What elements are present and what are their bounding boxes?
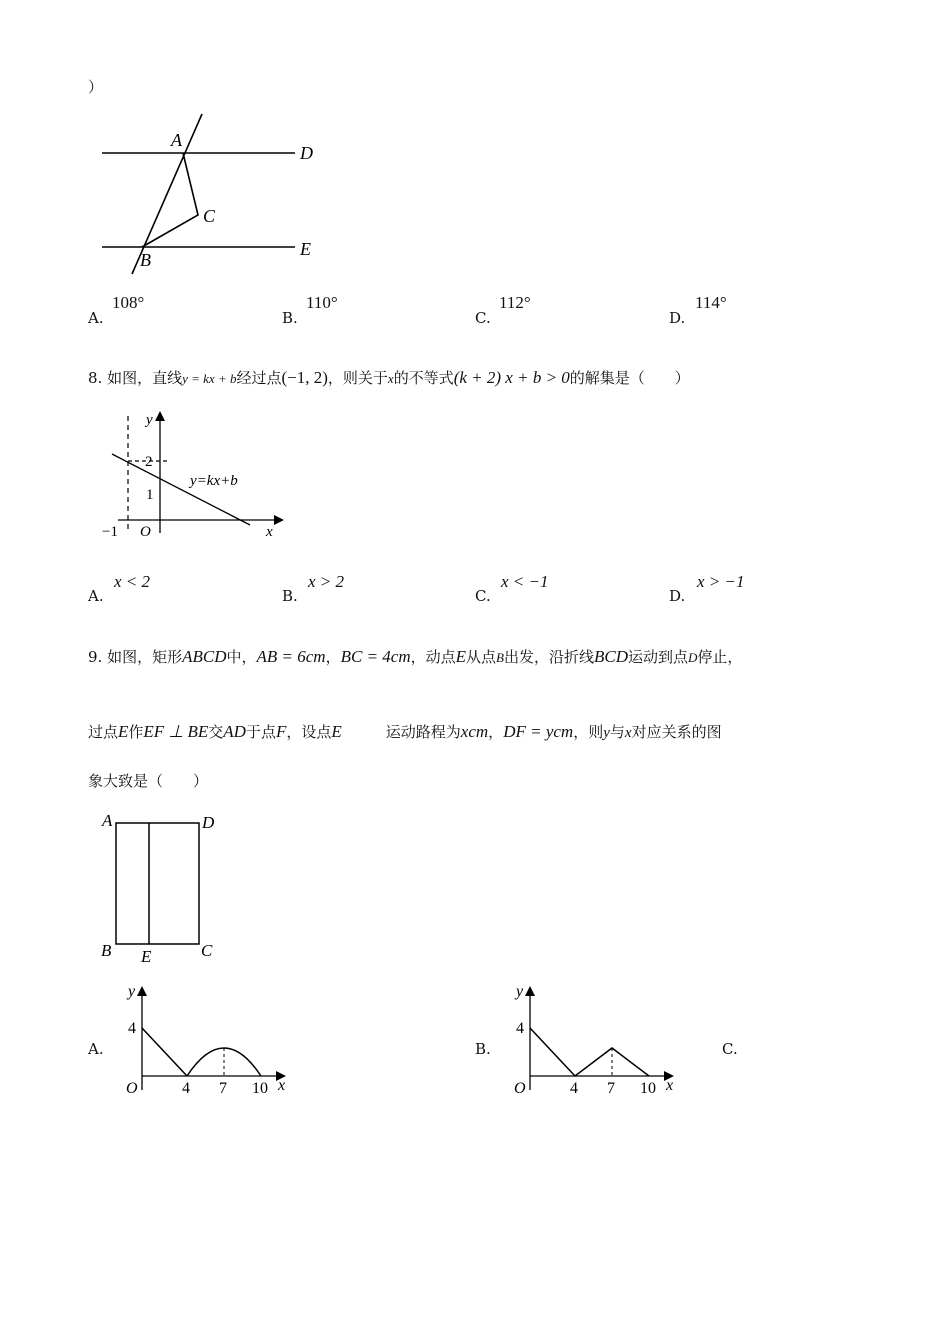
q7-label-c: C xyxy=(203,206,216,226)
q9-text: ，动点 xyxy=(410,648,456,666)
q8-x-arrow xyxy=(274,515,284,525)
q9-math: BC = 4cm xyxy=(340,647,411,666)
q8-math-x: x xyxy=(387,371,394,386)
q9b-x-tick-4: 4 xyxy=(570,1080,578,1097)
q9-option-b-graph xyxy=(508,980,683,1098)
q9a-x-tick-7: 7 xyxy=(219,1080,227,1097)
q8-text: 的不等式 xyxy=(393,369,454,387)
q8-text: ，则关于 xyxy=(327,369,388,387)
q9-text: 出发，沿折线 xyxy=(504,648,595,666)
q9a-x-label: x xyxy=(278,1077,286,1094)
q9-text: ， xyxy=(325,648,341,666)
q9-text: 交 xyxy=(208,723,224,741)
q7-label-a: A xyxy=(171,130,182,150)
q9-label-a: A xyxy=(102,811,113,830)
q7-label-b: B xyxy=(140,250,151,270)
q9-label-d: D xyxy=(202,813,215,832)
q8-option-a-value: x < 2 xyxy=(114,572,151,591)
q9b-y-tick-4: 4 xyxy=(516,1020,524,1037)
q9-text: 如图，矩形 xyxy=(107,648,183,666)
q9-text: ，则 xyxy=(573,723,604,741)
q9-math: DF = ycm xyxy=(503,722,574,741)
q9b-x-tick-10: 10 xyxy=(640,1080,656,1097)
q9-text: ， xyxy=(488,723,504,741)
q8-option-a-letter: A. xyxy=(88,587,104,605)
q8-y-arrow xyxy=(155,411,165,421)
q9-text: 过点 xyxy=(88,723,119,741)
q8-tick-1: 1 xyxy=(146,487,154,503)
q8-text: 如图，直线 xyxy=(107,369,183,387)
q9a-y-label: y xyxy=(128,983,136,1000)
q9-math: E xyxy=(331,722,342,741)
q9-math: xcm xyxy=(460,722,489,741)
q9-option-b-letter: B. xyxy=(475,1040,491,1058)
q8-x-label: x xyxy=(266,524,273,540)
q9-text: 从点 xyxy=(466,648,497,666)
q9-math: F xyxy=(275,722,287,741)
q9-math: E xyxy=(118,722,129,741)
q9-math: D xyxy=(688,650,698,665)
q9-math: AD xyxy=(223,722,246,741)
q8-line-label: y=kx+b xyxy=(190,473,238,489)
q9-math: B xyxy=(496,650,504,665)
q9-text: 对应关系的图 xyxy=(631,723,722,741)
q8-option-b-letter: B. xyxy=(282,587,298,605)
q9a-x-tick-10: 10 xyxy=(252,1080,268,1097)
q8-number: 8. xyxy=(88,369,103,387)
q8-math-line: y = kx + b xyxy=(182,371,237,386)
q8-option-c-value: x < −1 xyxy=(501,572,549,591)
q9-stem-line3: 象大致是（ ） xyxy=(88,772,209,790)
q7-figure xyxy=(95,108,335,278)
q9-text: 中， xyxy=(226,648,257,666)
q9-math: AB = 6cm xyxy=(256,647,326,666)
q9-option-c-letter: C. xyxy=(722,1040,738,1058)
q9b-x-label: x xyxy=(666,1077,674,1094)
q9b-x-tick-7: 7 xyxy=(607,1080,615,1097)
q7-stem-tail: ） xyxy=(88,78,104,96)
q9-text: 运动路程为 xyxy=(385,723,461,741)
q8-origin: O xyxy=(140,524,151,540)
q8-option-d-letter: D. xyxy=(669,587,686,605)
q9a-segment-down xyxy=(142,1028,187,1076)
q9-rectangle-figure xyxy=(98,808,228,968)
q8-option-d-value: x > −1 xyxy=(697,572,745,591)
q9-math: E xyxy=(455,647,467,666)
q9-label-c: C xyxy=(201,941,213,960)
q8-line-kx-b xyxy=(112,454,250,525)
q7-option-b-letter: B. xyxy=(282,309,298,327)
q8-figure xyxy=(100,408,290,548)
q8-option-c-letter: C. xyxy=(475,587,491,605)
q7-label-d: D xyxy=(300,143,313,163)
q9-label-e: E xyxy=(141,947,152,966)
q8-text: 经过点 xyxy=(236,369,282,387)
q9-text: 作 xyxy=(128,723,144,741)
q9-text: 与 xyxy=(609,723,625,741)
q7-option-c-value: 112° xyxy=(499,293,531,312)
q9-text: ，设点 xyxy=(286,723,332,741)
q7-option-a-value: 108° xyxy=(112,293,145,312)
q9-text: 于点 xyxy=(245,723,276,741)
q7-option-d-letter: D. xyxy=(669,309,686,327)
q9-stem-line1 xyxy=(88,646,742,667)
q9-math: EF ⊥ BE xyxy=(143,722,209,741)
q8-text: 的解集是（ ） xyxy=(569,369,690,387)
q9a-y-arrow xyxy=(137,986,147,996)
q9b-polyline xyxy=(530,1028,649,1076)
q8-y-label: y xyxy=(146,412,153,428)
q8-option-b-value: x > 2 xyxy=(308,572,345,591)
q7-label-e: E xyxy=(300,239,311,259)
q8-math-point: (−1, 2) xyxy=(281,368,328,387)
q9-stem-line2 xyxy=(88,721,722,742)
q8-tick-2: 2 xyxy=(145,454,153,470)
q9b-y-arrow xyxy=(525,986,535,996)
q7-option-d-value: 114° xyxy=(695,293,727,312)
q9-math: ABCD xyxy=(182,647,227,666)
q9a-y-tick-4: 4 xyxy=(128,1020,136,1037)
q9-text: 停止， xyxy=(697,648,743,666)
q8-math-inequality: (k + 2) x + b > 0 xyxy=(453,368,570,387)
q9-option-a-graph xyxy=(120,980,295,1098)
q9b-y-label: y xyxy=(516,983,524,1000)
q9-math: x xyxy=(624,725,632,741)
q9-math: BCD xyxy=(594,647,629,666)
q8-tick-neg1: −1 xyxy=(102,524,118,540)
q9b-origin: O xyxy=(514,1080,526,1097)
q7-option-a-letter: A. xyxy=(88,309,104,327)
q7-option-c-letter: C. xyxy=(475,309,491,327)
q9-math: y xyxy=(603,725,610,741)
q9-text: 运动到点 xyxy=(628,648,689,666)
q9a-x-tick-4: 4 xyxy=(182,1080,190,1097)
q9-option-a-letter: A. xyxy=(88,1040,104,1058)
q9-label-b: B xyxy=(101,941,112,960)
q9-number: 9. xyxy=(88,648,103,666)
q7-option-b-value: 110° xyxy=(306,293,338,312)
q9a-origin: O xyxy=(126,1080,138,1097)
q8-stem xyxy=(88,367,690,388)
q9-rect-abcd xyxy=(116,823,199,944)
